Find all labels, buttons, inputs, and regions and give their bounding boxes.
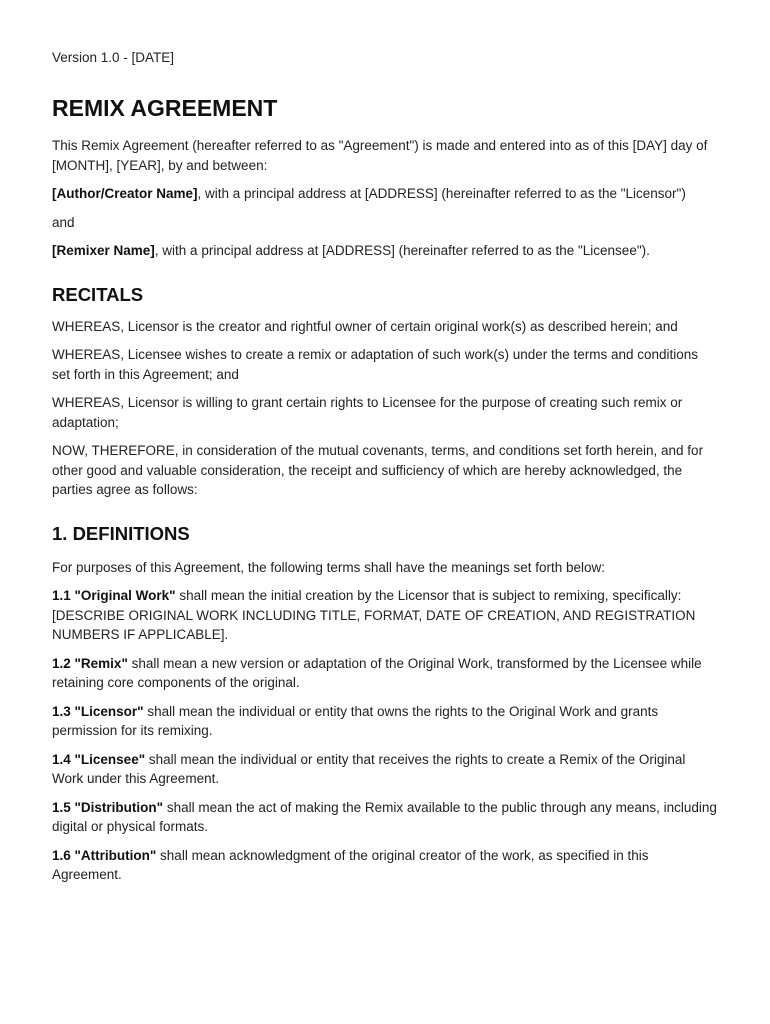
definition-item bbox=[52, 750, 718, 789]
definition-text: shall mean the individual or entity that receives the rights to create a Remix of the Original Work under this Agreement. bbox=[52, 751, 686, 786]
definition-term: 1.6 "Attribution" bbox=[52, 847, 157, 863]
definition-item bbox=[52, 846, 718, 885]
definition-text: shall mean the individual or entity that owns the rights to the Original Work and grants permission for its remixing. bbox=[52, 703, 659, 738]
definitions-intro: For purposes of this Agreement, the following terms shall have the meanings set forth below: bbox=[52, 559, 606, 575]
licensor-name: [Author/Creator Name] bbox=[52, 186, 198, 201]
recital-paragraph: WHEREAS, Licensor is the creator and rightful owner of certain original work(s) as described herein; and bbox=[52, 318, 678, 334]
recital-paragraph: NOW, THEREFORE, in consideration of the mutual covenants, terms, and conditions set forth herein, and for other good and valuable consideration, the receipt and sufficiency of which are hereby acknowledged, the parties agree as follows: bbox=[52, 443, 704, 497]
definition-text: shall mean the act of making the Remix available to the public through any means, including digital or physical formats. bbox=[52, 799, 717, 834]
licensee-name: [Remixer Name] bbox=[52, 243, 155, 258]
definitions-heading: 1. DEFINITIONS bbox=[52, 522, 190, 544]
licensor-text: , with a principal address at [ADDRESS] (hereinafter referred to as the "Licensor") bbox=[197, 186, 686, 201]
definition-text: shall mean a new version or adaptation of the Original Work, transformed by the Licensee while retaining core components of the original. bbox=[52, 655, 702, 690]
licensee-text: , with a principal address at [ADDRESS] (hereinafter referred to as the "Licensee"). bbox=[154, 243, 650, 258]
recitals-heading: RECITALS bbox=[52, 283, 144, 305]
definition-text: shall mean the initial creation by the Licensor that is subject to remixing, specifically: [DESCRIBE ORIGINAL WORK INCLUDING TITLE, FORMAT, DATE OF CREATION, AND REGISTRATION NUMBERS IF APPLICABLE]. bbox=[52, 588, 696, 642]
definition-item bbox=[52, 798, 718, 837]
definition-term: 1.5 "Distribution" bbox=[52, 799, 164, 815]
definition-item bbox=[52, 586, 718, 645]
definition-term: 1.4 "Licensee" bbox=[52, 751, 146, 767]
licensee-paragraph bbox=[52, 241, 718, 261]
definition-term: 1.3 "Licensor" bbox=[52, 703, 144, 719]
definition-item bbox=[52, 654, 718, 693]
definition-item bbox=[52, 702, 718, 741]
recital-paragraph: WHEREAS, Licensor is willing to grant certain rights to Licensee for the purpose of creating such remix or adaptation; bbox=[52, 395, 683, 430]
document-title: REMIX AGREEMENT bbox=[52, 95, 278, 121]
recital-paragraph: WHEREAS, Licensee wishes to create a remix or adaptation of such work(s) under the terms and conditions set forth in this Agreement; and bbox=[52, 347, 699, 382]
definition-text: shall mean acknowledgment of the original creator of the work, as specified in this Agreement. bbox=[52, 847, 649, 882]
definition-term: 1.2 "Remix" bbox=[52, 655, 128, 671]
and-paragraph: and bbox=[52, 214, 75, 230]
intro-paragraph: This Remix Agreement (hereafter referred to as "Agreement") is made and entered into as of this [DAY] day of [MONTH], [YEAR], by and between: bbox=[52, 138, 708, 173]
definition-term: 1.1 "Original Work" bbox=[52, 588, 176, 603]
version-line: Version 1.0 - [DATE] bbox=[52, 50, 175, 65]
licensor-paragraph bbox=[52, 184, 718, 204]
